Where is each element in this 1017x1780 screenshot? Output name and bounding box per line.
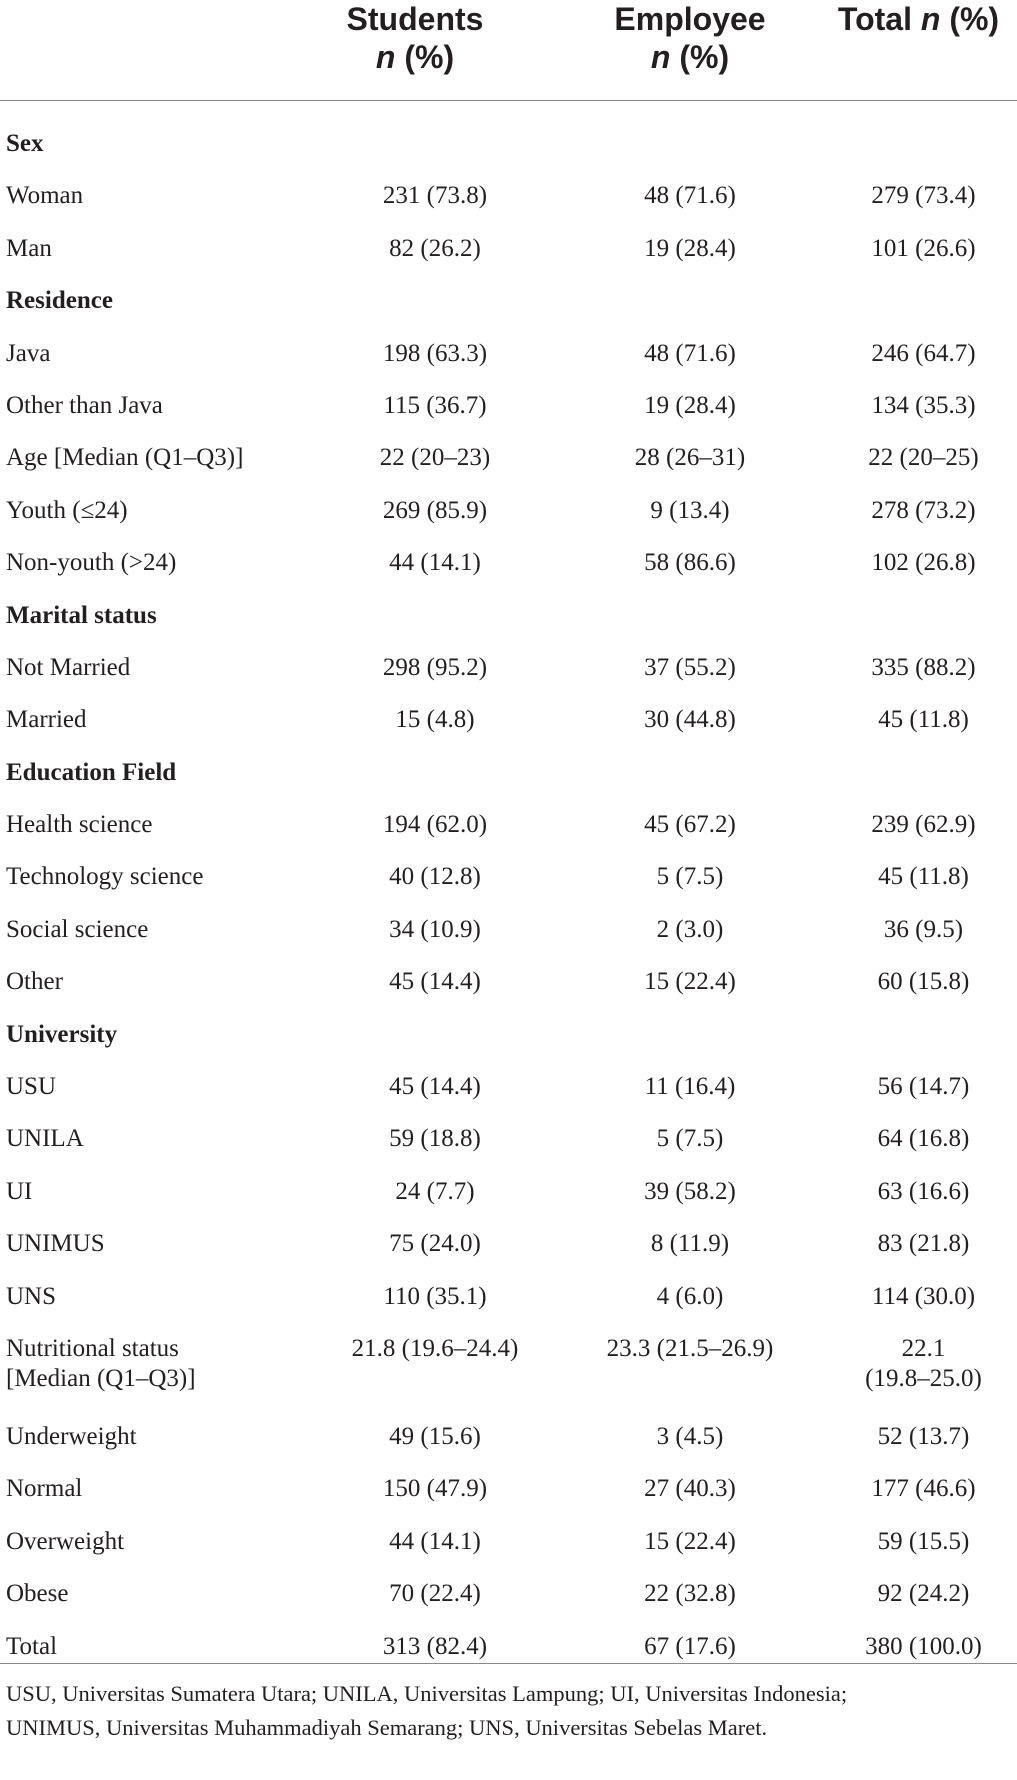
section-header-row bbox=[0, 118, 1017, 170]
cell-employee bbox=[580, 234, 800, 264]
cell-total bbox=[850, 1334, 997, 1394]
cell-students bbox=[335, 862, 535, 892]
section-label bbox=[6, 129, 326, 159]
row-label bbox=[6, 1334, 326, 1394]
footnote-line-2: UNIMUS, Universitas Muhammadiyah Semarang; UNS, Universitas Sebelas Maret. bbox=[6, 1715, 768, 1740]
section-header-row bbox=[0, 1009, 1017, 1061]
section-label bbox=[6, 601, 326, 631]
row-label bbox=[6, 496, 326, 526]
row-label bbox=[6, 915, 326, 945]
cell-total-value: 60 (15.8) bbox=[877, 968, 970, 996]
cell-employee bbox=[580, 1474, 800, 1504]
cell-employee-value: 28 (26–31) bbox=[634, 444, 746, 472]
cell-students bbox=[335, 443, 535, 473]
header-employee-unit bbox=[580, 38, 800, 76]
row-label-text: Java bbox=[6, 339, 51, 367]
table-row bbox=[0, 1166, 1017, 1218]
header-total-pct: (%) bbox=[949, 1, 1000, 37]
cell-students-value: 75 (24.0) bbox=[389, 1230, 481, 1258]
row-label bbox=[6, 234, 326, 264]
row-label bbox=[6, 705, 326, 735]
cell-total bbox=[850, 1632, 997, 1662]
cell-total-value: 239 (62.9) bbox=[871, 811, 976, 839]
table-row bbox=[0, 1516, 1017, 1568]
table-row bbox=[0, 904, 1017, 956]
cell-employee-value: 67 (17.6) bbox=[644, 1632, 736, 1660]
cell-total bbox=[850, 810, 997, 840]
table-row bbox=[0, 170, 1017, 222]
cell-total bbox=[850, 391, 997, 421]
table-row bbox=[0, 694, 1017, 746]
row-label-text: Technology science bbox=[6, 863, 204, 891]
cell-students-value: 21.8 (19.6–24.4) bbox=[351, 1334, 519, 1362]
cell-total bbox=[850, 1579, 997, 1609]
row-label-text: Education Field bbox=[6, 758, 177, 786]
table-row bbox=[0, 537, 1017, 589]
cell-students-value: 231 (73.8) bbox=[382, 182, 488, 210]
cell-employee-value: 23.3 (21.5–26.9) bbox=[606, 1334, 774, 1362]
cell-total bbox=[850, 339, 997, 369]
cell-total-value: 246 (64.7) bbox=[871, 339, 976, 367]
row-label bbox=[6, 391, 326, 421]
row-label bbox=[6, 1177, 326, 1207]
table-row bbox=[0, 1463, 1017, 1515]
cell-employee bbox=[580, 443, 800, 473]
cell-total-value: 59 (15.5) bbox=[877, 1527, 970, 1555]
cell-employee-value: 37 (55.2) bbox=[644, 653, 736, 681]
table-row bbox=[0, 223, 1017, 275]
cell-students-value: 59 (18.8) bbox=[389, 1125, 481, 1153]
cell-students-value: 44 (14.1) bbox=[389, 1527, 481, 1555]
cell-employee bbox=[580, 1072, 800, 1102]
row-label-text: Other than Java bbox=[6, 391, 163, 419]
cell-total-value: 278 (73.2) bbox=[871, 496, 976, 524]
cell-employee bbox=[580, 653, 800, 683]
cell-students bbox=[335, 1072, 535, 1102]
cell-employee-value: 58 (86.6) bbox=[644, 549, 736, 577]
cell-employee bbox=[580, 705, 800, 735]
cell-students bbox=[335, 1422, 535, 1452]
row-label-text: UNILA bbox=[6, 1125, 84, 1153]
row-label-text: Nutritional status bbox=[6, 1334, 179, 1362]
cell-employee-value: 27 (40.3) bbox=[644, 1475, 736, 1503]
row-label-text: Man bbox=[6, 234, 52, 262]
table-row bbox=[0, 799, 1017, 851]
cell-total-value: 63 (16.6) bbox=[877, 1177, 970, 1205]
cell-employee bbox=[580, 339, 800, 369]
cell-total-value: 101 (26.6) bbox=[871, 234, 976, 262]
cell-total-value: 102 (26.8) bbox=[871, 549, 976, 577]
cell-students-value: 194 (62.0) bbox=[382, 811, 488, 839]
row-label-text-line2: [Median (Q1–Q3)] bbox=[6, 1364, 196, 1392]
cell-employee-value: 45 (67.2) bbox=[644, 811, 736, 839]
cell-students-value: 198 (63.3) bbox=[382, 339, 488, 367]
row-label-text: Residence bbox=[6, 287, 113, 315]
cell-students bbox=[335, 1579, 535, 1609]
cell-employee-value: 8 (11.9) bbox=[650, 1230, 730, 1258]
cell-students bbox=[335, 653, 535, 683]
cell-total bbox=[850, 181, 997, 211]
row-label bbox=[6, 653, 326, 683]
row-label bbox=[6, 1527, 326, 1557]
table-header bbox=[0, 0, 1017, 101]
table-row bbox=[0, 1323, 1017, 1411]
cell-employee bbox=[580, 967, 800, 997]
cell-employee bbox=[580, 1527, 800, 1557]
row-label-text: Other bbox=[6, 968, 63, 996]
cell-total bbox=[850, 548, 997, 578]
cell-students-value: 34 (10.9) bbox=[389, 915, 481, 943]
table-row bbox=[0, 1061, 1017, 1113]
cell-students bbox=[335, 391, 535, 421]
cell-students bbox=[335, 234, 535, 264]
cell-total bbox=[850, 1282, 997, 1312]
row-label-text: Youth (≤24) bbox=[6, 496, 128, 524]
cell-total bbox=[850, 653, 997, 683]
cell-employee bbox=[580, 181, 800, 211]
cell-total bbox=[850, 496, 997, 526]
table-row bbox=[0, 1218, 1017, 1270]
cell-total bbox=[850, 1422, 997, 1452]
table-footnote bbox=[6, 1677, 1011, 1745]
cell-employee-value: 3 (4.5) bbox=[656, 1422, 724, 1450]
table-row bbox=[0, 956, 1017, 1008]
cell-students bbox=[335, 705, 535, 735]
cell-employee bbox=[580, 548, 800, 578]
cell-employee bbox=[580, 1229, 800, 1259]
cell-total-value: 22.1 bbox=[901, 1334, 946, 1362]
header-employee-title: Employee bbox=[614, 1, 766, 37]
header-students-unit bbox=[335, 38, 495, 76]
row-label-text: Obese bbox=[6, 1580, 69, 1608]
header-students-title: Students bbox=[346, 1, 484, 37]
row-label-text: Married bbox=[6, 706, 87, 734]
row-label bbox=[6, 1072, 326, 1102]
cell-total-value: 92 (24.2) bbox=[877, 1580, 970, 1608]
footnote-line-1: USU, Universitas Sumatera Utara; UNILA, Universitas Lampung; UI, Universitas Indonesia; bbox=[6, 1681, 848, 1706]
row-label-text: Underweight bbox=[6, 1422, 137, 1450]
row-label-text: Non-youth (>24) bbox=[6, 549, 177, 577]
cell-students bbox=[335, 1124, 535, 1154]
row-label bbox=[6, 1632, 326, 1662]
cell-total-value: 45 (11.8) bbox=[878, 706, 969, 734]
cell-employee-value: 30 (44.8) bbox=[644, 706, 736, 734]
cell-students bbox=[335, 915, 535, 945]
cell-employee bbox=[580, 1124, 800, 1154]
cell-employee-value: 15 (22.4) bbox=[644, 968, 736, 996]
table-body bbox=[0, 118, 1017, 1673]
section-label bbox=[6, 758, 326, 788]
cell-students bbox=[335, 181, 535, 211]
row-label-text: Total bbox=[6, 1632, 58, 1660]
cell-total-value: 22 (20–25) bbox=[868, 444, 979, 472]
cell-employee-value: 48 (71.6) bbox=[644, 339, 736, 367]
cell-total-value: 45 (11.8) bbox=[878, 863, 969, 891]
row-label bbox=[6, 1422, 326, 1452]
row-label-text: Age [Median (Q1–Q3)] bbox=[6, 444, 244, 472]
table-row bbox=[0, 1271, 1017, 1323]
cell-employee bbox=[580, 1422, 800, 1452]
cell-total-value: 64 (16.8) bbox=[877, 1125, 970, 1153]
cell-total-value: 36 (9.5) bbox=[883, 915, 964, 943]
cell-total-value-line2: (19.8–25.0) bbox=[865, 1364, 982, 1392]
cell-employee bbox=[580, 1282, 800, 1312]
header-students-pct: (%) bbox=[404, 39, 455, 75]
row-label bbox=[6, 810, 326, 840]
cell-employee-value: 2 (3.0) bbox=[656, 915, 724, 943]
cell-employee-value: 48 (71.6) bbox=[644, 182, 736, 210]
cell-employee-value: 15 (22.4) bbox=[644, 1527, 736, 1555]
cell-employee-value: 39 (58.2) bbox=[644, 1177, 736, 1205]
table-row bbox=[0, 1568, 1017, 1620]
cell-employee-value: 11 (16.4) bbox=[644, 1073, 736, 1101]
row-label bbox=[6, 1124, 326, 1154]
row-label-text: USU bbox=[6, 1073, 57, 1101]
row-label bbox=[6, 1282, 326, 1312]
row-label-text: Health science bbox=[6, 811, 153, 839]
cell-students-value: 298 (95.2) bbox=[382, 653, 488, 681]
cell-students-value: 49 (15.6) bbox=[389, 1422, 481, 1450]
cell-students-value: 110 (35.1) bbox=[383, 1282, 487, 1310]
cell-total-value: 177 (46.6) bbox=[871, 1475, 976, 1503]
header-students bbox=[335, 0, 495, 76]
cell-students bbox=[335, 496, 535, 526]
cell-total bbox=[850, 967, 997, 997]
table-row bbox=[0, 328, 1017, 380]
cell-total bbox=[850, 234, 997, 264]
cell-employee bbox=[580, 1579, 800, 1609]
section-header-row bbox=[0, 747, 1017, 799]
cell-employee bbox=[580, 496, 800, 526]
cell-employee-value: 4 (6.0) bbox=[656, 1282, 724, 1310]
cell-total bbox=[850, 1527, 997, 1557]
cell-students bbox=[335, 1527, 535, 1557]
cell-employee bbox=[580, 810, 800, 840]
row-label-text: Sex bbox=[6, 130, 44, 157]
cell-students bbox=[335, 810, 535, 840]
table-row bbox=[0, 1113, 1017, 1165]
row-label-text: Marital status bbox=[6, 601, 157, 629]
cell-employee-value: 5 (7.5) bbox=[656, 863, 724, 891]
table-row bbox=[0, 1411, 1017, 1463]
cell-students-value: 45 (14.4) bbox=[389, 968, 481, 996]
cell-total bbox=[850, 862, 997, 892]
cell-students-value: 82 (26.2) bbox=[389, 234, 481, 262]
cell-students-value: 313 (82.4) bbox=[382, 1632, 488, 1660]
table-row bbox=[0, 432, 1017, 484]
cell-total-value: 114 (30.0) bbox=[871, 1282, 976, 1310]
header-total-n: n bbox=[920, 1, 941, 37]
cell-employee-value: 19 (28.4) bbox=[644, 391, 736, 419]
cell-employee-value: 22 (32.8) bbox=[644, 1580, 736, 1608]
cell-total-value: 56 (14.7) bbox=[877, 1073, 970, 1101]
header-students-n: n bbox=[375, 39, 396, 75]
header-employee bbox=[580, 0, 800, 76]
section-header-row bbox=[0, 590, 1017, 642]
row-label bbox=[6, 181, 326, 211]
cell-students-value: 115 (36.7) bbox=[383, 391, 487, 419]
table-row bbox=[0, 1621, 1017, 1673]
row-label-text: Not Married bbox=[6, 653, 131, 681]
table-bottom-rule bbox=[0, 1663, 1017, 1664]
cell-students-value: 45 (14.4) bbox=[389, 1073, 481, 1101]
cell-students bbox=[335, 339, 535, 369]
cell-total-value: 380 (100.0) bbox=[865, 1632, 982, 1660]
cell-employee bbox=[580, 1334, 800, 1364]
cell-students bbox=[335, 1229, 535, 1259]
row-label-text: UNIMUS bbox=[6, 1230, 105, 1258]
header-employee-pct: (%) bbox=[679, 39, 730, 75]
row-label bbox=[6, 1579, 326, 1609]
cell-employee bbox=[580, 1177, 800, 1207]
cell-employee-value: 19 (28.4) bbox=[644, 234, 736, 262]
cell-students bbox=[335, 1282, 535, 1312]
header-total-title: Total bbox=[837, 1, 912, 37]
table-row bbox=[0, 851, 1017, 903]
section-label bbox=[6, 1020, 326, 1050]
cell-employee bbox=[580, 391, 800, 421]
cell-students-value: 40 (12.8) bbox=[389, 863, 481, 891]
cell-total-value: 52 (13.7) bbox=[877, 1422, 970, 1450]
section-label bbox=[6, 286, 326, 316]
cell-students-value: 22 (20–23) bbox=[379, 444, 491, 472]
cell-students-value: 44 (14.1) bbox=[389, 549, 481, 577]
row-label bbox=[6, 443, 326, 473]
cell-total bbox=[850, 1474, 997, 1504]
table-row bbox=[0, 485, 1017, 537]
table-row bbox=[0, 380, 1017, 432]
cell-total bbox=[850, 915, 997, 945]
cell-students bbox=[335, 1474, 535, 1504]
row-label-text: University bbox=[6, 1020, 118, 1048]
row-label bbox=[6, 339, 326, 369]
cell-total bbox=[850, 1229, 997, 1259]
cell-students bbox=[335, 1632, 535, 1662]
cell-students-value: 70 (22.4) bbox=[389, 1580, 481, 1608]
row-label-text: Normal bbox=[6, 1475, 83, 1503]
cell-employee bbox=[580, 862, 800, 892]
cell-total bbox=[850, 1124, 997, 1154]
cell-total bbox=[850, 1072, 997, 1102]
cell-students-value: 269 (85.9) bbox=[382, 496, 488, 524]
cell-total bbox=[850, 705, 997, 735]
cell-employee bbox=[580, 1632, 800, 1662]
row-label-text: UNS bbox=[6, 1282, 57, 1310]
table-row bbox=[0, 642, 1017, 694]
cell-students-value: 150 (47.9) bbox=[382, 1475, 488, 1503]
cell-total bbox=[850, 443, 997, 473]
section-header-row bbox=[0, 275, 1017, 327]
cell-employee-value: 9 (13.4) bbox=[650, 496, 730, 524]
header-total bbox=[820, 0, 1017, 38]
cell-students bbox=[335, 548, 535, 578]
row-label bbox=[6, 1474, 326, 1504]
cell-employee-value: 5 (7.5) bbox=[656, 1125, 724, 1153]
cell-total-value: 83 (21.8) bbox=[877, 1230, 970, 1258]
row-label-text: Social science bbox=[6, 915, 149, 943]
cell-students bbox=[335, 1177, 535, 1207]
cell-total-value: 335 (88.2) bbox=[871, 653, 976, 681]
row-label bbox=[6, 1229, 326, 1259]
cell-students bbox=[335, 1334, 535, 1364]
row-label-text: UI bbox=[6, 1177, 33, 1205]
cell-total-value: 279 (73.4) bbox=[871, 182, 976, 210]
cell-students-value: 15 (4.8) bbox=[395, 706, 475, 734]
cell-employee bbox=[580, 915, 800, 945]
cell-students-value: 24 (7.7) bbox=[395, 1177, 475, 1205]
cell-students bbox=[335, 967, 535, 997]
header-employee-n: n bbox=[650, 39, 671, 75]
row-label bbox=[6, 548, 326, 578]
cell-total-value: 134 (35.3) bbox=[871, 391, 976, 419]
row-label-text: Woman bbox=[6, 182, 84, 210]
row-label-text: Overweight bbox=[6, 1527, 125, 1555]
row-label bbox=[6, 862, 326, 892]
cell-total bbox=[850, 1177, 997, 1207]
row-label bbox=[6, 967, 326, 997]
